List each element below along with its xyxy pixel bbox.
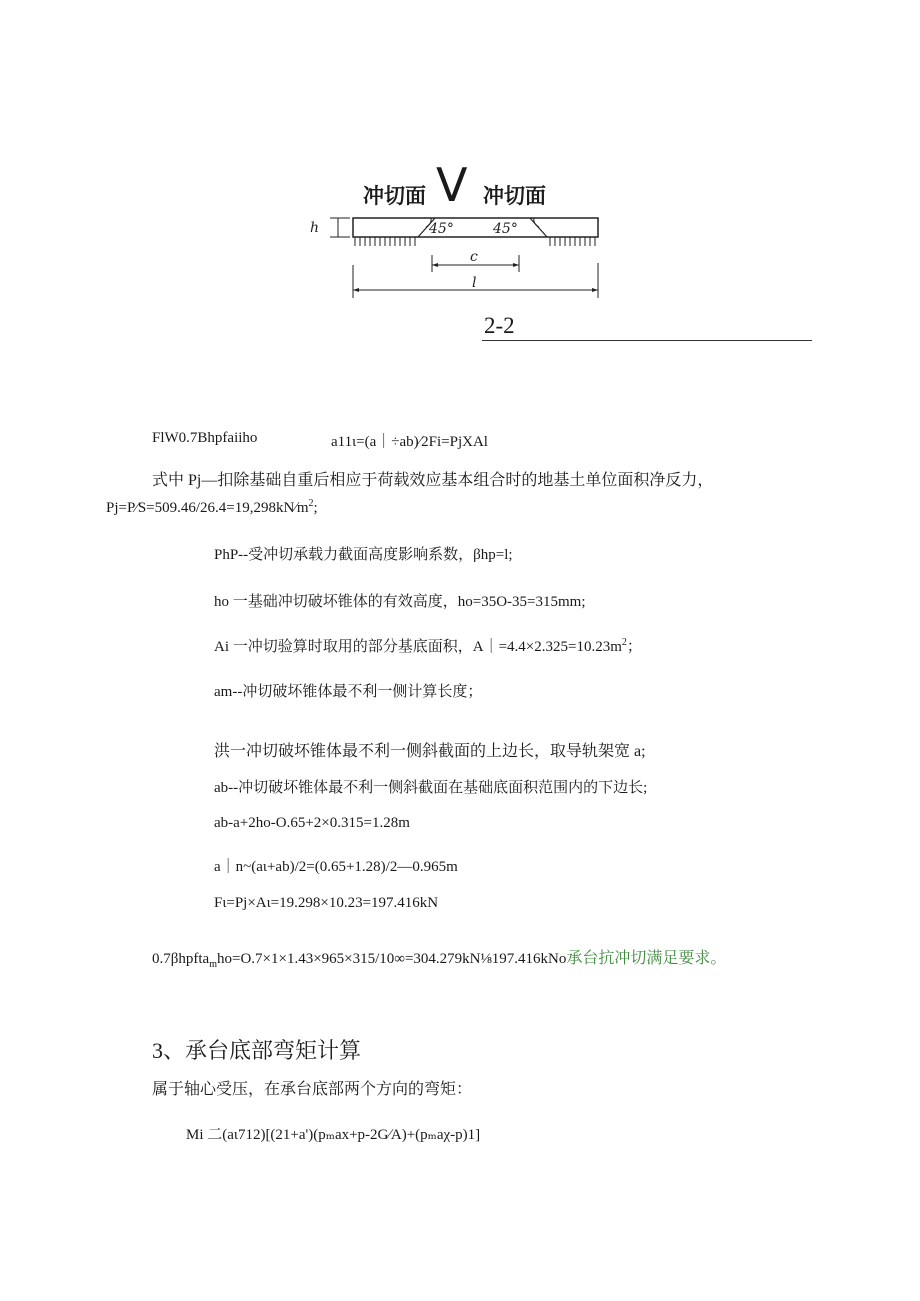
def-ai-sup: 2 bbox=[621, 637, 627, 648]
def-ai bbox=[214, 635, 642, 656]
section-label: 2-2 bbox=[484, 313, 515, 338]
def-ai-end: ； bbox=[626, 639, 642, 655]
section3-formula: Mi 二(aι712)[(21+a')(pₘax+p-2G∕A)+(pₘaχ-p)1] bbox=[186, 1127, 481, 1143]
figure-label-left: 冲切面 bbox=[363, 184, 426, 208]
check-line bbox=[152, 945, 726, 968]
para1-line2-sup: 2 bbox=[308, 498, 314, 509]
angle-left-label: 45° bbox=[429, 221, 454, 237]
punch-line-right bbox=[530, 218, 547, 237]
section-underline bbox=[482, 340, 812, 341]
slab-outline bbox=[353, 218, 598, 237]
para1-line2 bbox=[106, 500, 318, 517]
check-expr-post: ho=O.7×1×1.43×965×315/10∞=304.279kN⅛197.416kNo bbox=[216, 951, 567, 967]
calc-a: a｜n~(aι+ab)/2=(0.65+1.28)/2—0.965m bbox=[214, 859, 458, 875]
dim-l-label: l bbox=[472, 275, 477, 291]
para1-line1: 式中 Pj—扣除基础自重后相应于荷载效应基本组合时的地基土单位面积净反力， bbox=[152, 472, 714, 489]
calc-ft: Fι=Pj×Aι=19.298×10.23=197.416kN bbox=[214, 895, 439, 911]
angle-right-label: 45° bbox=[493, 221, 518, 237]
section3-intro: 属于轴心受压，在承台底部两个方向的弯矩： bbox=[152, 1081, 473, 1098]
check-expr-sub: m bbox=[209, 959, 217, 970]
para1-line2-text: Pj=P∕S=509.46/26.4=19,298kN∕m bbox=[106, 500, 309, 516]
calc-ab: ab-a+2ho-O.65+2×0.315=1.28m bbox=[214, 815, 410, 831]
foundation-diagram bbox=[300, 205, 610, 305]
check-expr-pre: 0.7βhpfta bbox=[152, 951, 210, 967]
dim-h-label: h bbox=[310, 220, 320, 236]
soil-reaction-right bbox=[550, 237, 595, 246]
def-ho: ho 一基础冲切破坏锥体的有效高度，ho=35O-35=315mm; bbox=[214, 594, 586, 610]
def-am: am--冲切破坏锥体最不利一侧计算长度； bbox=[214, 684, 483, 700]
def-php: PhP--受冲切承载力截面高度影响系数，βhp=l; bbox=[214, 547, 513, 563]
soil-reaction-left bbox=[355, 237, 415, 246]
para1-line2-end: ; bbox=[313, 500, 318, 516]
check-conclusion: 承台抗冲切满足要求。 bbox=[566, 950, 727, 967]
def-hong: 洪一冲切破坏锥体最不利一侧斜截面的上边长，取导轨架宽 a; bbox=[214, 743, 646, 760]
figure-label-mid: V bbox=[436, 158, 468, 212]
dim-c-label: c bbox=[470, 249, 478, 265]
def-ab: ab--冲切破坏锥体最不利一侧斜截面在基础底面积范围内的下边长; bbox=[214, 780, 648, 796]
figure-label-right: 冲切面 bbox=[483, 184, 546, 208]
formula-main-left: FlW0.7Bhpfaiiho bbox=[152, 430, 258, 446]
section3-heading: 3、承台底部弯矩计算 bbox=[152, 1038, 362, 1063]
def-ai-text: Ai 一冲切验算时取用的部分基底面积，A｜=4.4×2.325=10.23m bbox=[214, 639, 622, 655]
formula-main-right: a11ι=(a｜÷ab)∕2Fi=PjXAl bbox=[331, 434, 488, 450]
